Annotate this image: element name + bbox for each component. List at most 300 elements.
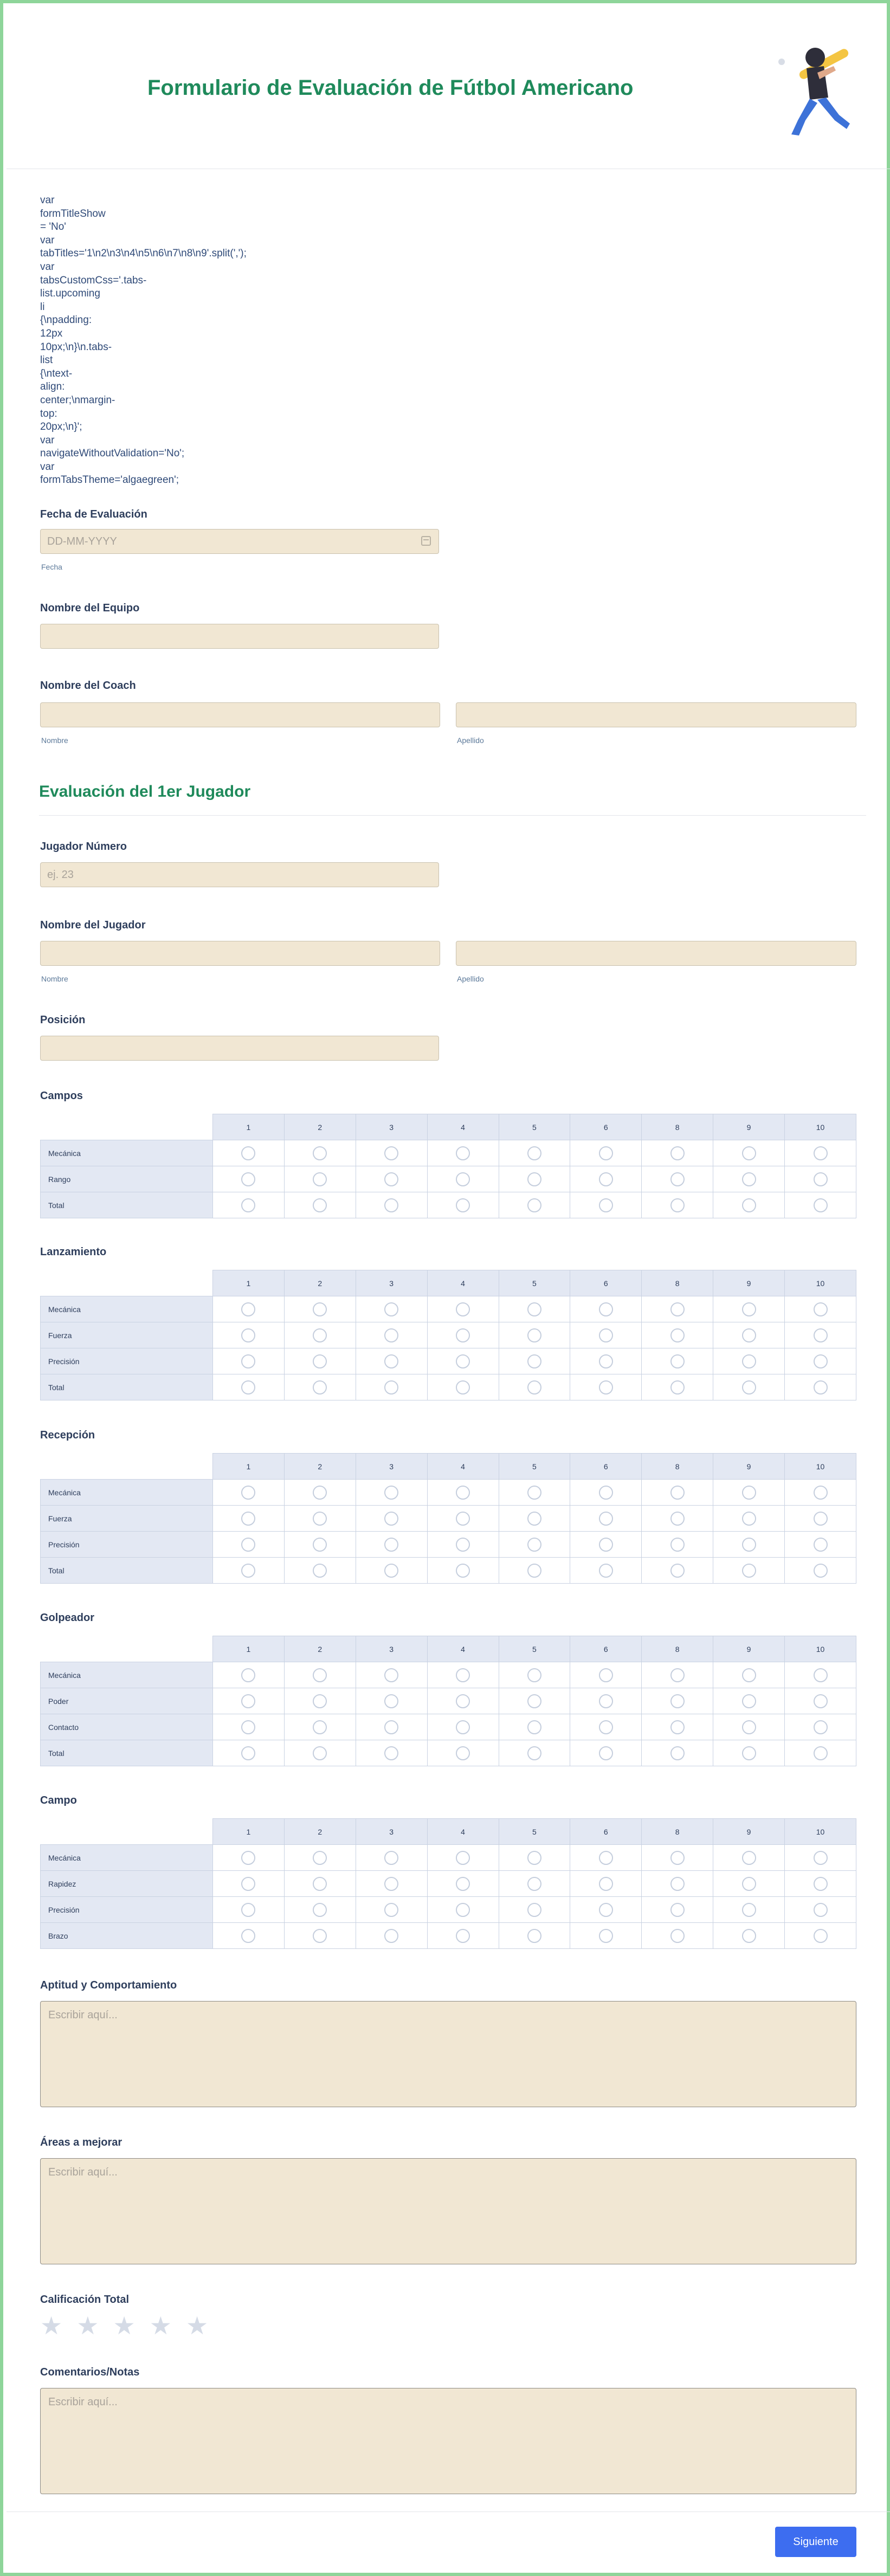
rating-radio[interactable]: [241, 1512, 255, 1526]
rating-radio[interactable]: [814, 1538, 828, 1552]
matrix-column-header: 3: [356, 1819, 427, 1845]
rating-radio[interactable]: [599, 1720, 613, 1734]
star-icon[interactable]: ★: [186, 2312, 209, 2340]
rating-radio[interactable]: [527, 1512, 541, 1526]
matrix-cell: [570, 1688, 642, 1714]
rating-radio[interactable]: [670, 1746, 685, 1760]
matrix-row-label: Rapidez: [41, 1871, 213, 1897]
matrix-row: [41, 1688, 856, 1714]
rating-radio[interactable]: [527, 1903, 541, 1917]
rating-radio[interactable]: [742, 1354, 756, 1368]
rating-radio[interactable]: [814, 1328, 828, 1342]
matrix-column-header: 10: [785, 1636, 856, 1662]
rating-radio[interactable]: [456, 1354, 470, 1368]
rating-radio[interactable]: [527, 1564, 541, 1578]
matrix-table: [40, 1270, 856, 1400]
rating-radio[interactable]: [384, 1538, 398, 1552]
rating-radio[interactable]: [814, 1746, 828, 1760]
rating-radio[interactable]: [456, 1903, 470, 1917]
matrix-cell: [427, 1871, 499, 1897]
matrix-cell: [213, 1923, 285, 1949]
matrix-cell: [713, 1688, 785, 1714]
rating-radio[interactable]: [241, 1380, 255, 1394]
rating-radio[interactable]: [313, 1328, 327, 1342]
matrix-cell: [713, 1714, 785, 1740]
rating-radio[interactable]: [241, 1172, 255, 1186]
rating-radio[interactable]: [313, 1354, 327, 1368]
rating-radio[interactable]: [527, 1172, 541, 1186]
rating-radio[interactable]: [742, 1694, 756, 1708]
matrix-row-label: Mecánica: [41, 1845, 213, 1871]
rating-radio[interactable]: [670, 1877, 685, 1891]
coach-last-input[interactable]: [456, 702, 856, 727]
coach-first-input[interactable]: [40, 702, 440, 727]
rating-radio[interactable]: [241, 1877, 255, 1891]
rating-radio[interactable]: [670, 1564, 685, 1578]
matrix-cell: [642, 1140, 713, 1166]
matrix-cell: [284, 1140, 356, 1166]
rating-radio[interactable]: [670, 1512, 685, 1526]
matrix-cell: [570, 1140, 642, 1166]
matrix-cell: [284, 1871, 356, 1897]
matrix-cell: [427, 1845, 499, 1871]
rating-radio[interactable]: [599, 1354, 613, 1368]
matrix-cell: [213, 1192, 285, 1218]
matrix-cell: [284, 1923, 356, 1949]
matrix-row-label: Total: [41, 1374, 213, 1400]
rating-radio[interactable]: [814, 1929, 828, 1943]
matrix-cell: [284, 1374, 356, 1400]
matrix-cell: [570, 1348, 642, 1374]
matrix-cell: [570, 1532, 642, 1558]
rating-radio[interactable]: [742, 1512, 756, 1526]
matrix-cell: [427, 1897, 499, 1923]
rating-radio[interactable]: [456, 1328, 470, 1342]
calendar-icon[interactable]: [421, 536, 431, 546]
matrix-row-label: Mecánica: [41, 1480, 213, 1506]
star-rating[interactable]: [40, 2313, 208, 2338]
matrix-cell: [356, 1871, 427, 1897]
rating-radio[interactable]: [384, 1668, 398, 1682]
matrix-column-header: 9: [713, 1454, 785, 1480]
rating-radio[interactable]: [670, 1302, 685, 1316]
matrix-cell: [284, 1506, 356, 1532]
matrix-cell: [713, 1140, 785, 1166]
matrix-cell: [427, 1532, 499, 1558]
matrix-cell: [499, 1662, 570, 1688]
matrix-cell: [570, 1480, 642, 1506]
rating-radio[interactable]: [814, 1903, 828, 1917]
matrix-cell: [499, 1740, 570, 1766]
rating-radio[interactable]: [384, 1146, 398, 1160]
rating-radio[interactable]: [384, 1746, 398, 1760]
matrix-cell: [785, 1740, 856, 1766]
rating-radio[interactable]: [742, 1564, 756, 1578]
rating-radio[interactable]: [527, 1746, 541, 1760]
rating-radio[interactable]: [313, 1668, 327, 1682]
matrix-cell: [642, 1740, 713, 1766]
rating-radio[interactable]: [814, 1172, 828, 1186]
rating-radio[interactable]: [313, 1903, 327, 1917]
rating-radio[interactable]: [527, 1929, 541, 1943]
rating-radio[interactable]: [241, 1903, 255, 1917]
matrix-cell: [785, 1923, 856, 1949]
rating-radio[interactable]: [456, 1146, 470, 1160]
rating-radio[interactable]: [599, 1538, 613, 1552]
rating-radio[interactable]: [456, 1198, 470, 1212]
rating-radio[interactable]: [527, 1486, 541, 1500]
rating-radio[interactable]: [742, 1328, 756, 1342]
matrix-row: [41, 1296, 856, 1322]
matrix-cell: [427, 1322, 499, 1348]
rating-radio[interactable]: [814, 1486, 828, 1500]
matrix-cell: [642, 1558, 713, 1584]
matrix-cell: [356, 1322, 427, 1348]
rating-radio[interactable]: [742, 1302, 756, 1316]
rating-radio[interactable]: [313, 1538, 327, 1552]
matrix-row: [41, 1140, 856, 1166]
rating-radio[interactable]: [241, 1564, 255, 1578]
rating-radio[interactable]: [384, 1172, 398, 1186]
fecha-input[interactable]: [40, 529, 439, 554]
rating-radio[interactable]: [456, 1746, 470, 1760]
rating-radio[interactable]: [742, 1929, 756, 1943]
rating-radio[interactable]: [313, 1380, 327, 1394]
star-icon[interactable]: ★: [149, 2312, 172, 2340]
rating-radio[interactable]: [670, 1668, 685, 1682]
matrix-cell: [713, 1558, 785, 1584]
rating-radio[interactable]: [313, 1512, 327, 1526]
rating-radio[interactable]: [670, 1486, 685, 1500]
rating-radio[interactable]: [384, 1354, 398, 1368]
jugador-first-sublabel: Nombre: [41, 974, 68, 983]
jugador-numero-label: Jugador Número: [40, 841, 127, 853]
rating-radio[interactable]: [670, 1146, 685, 1160]
matrix-cell: [213, 1688, 285, 1714]
comentarios-textarea[interactable]: [40, 2388, 856, 2494]
rating-radio[interactable]: [742, 1903, 756, 1917]
rating-radio[interactable]: [527, 1328, 541, 1342]
rating-radio[interactable]: [527, 1380, 541, 1394]
rating-radio[interactable]: [241, 1851, 255, 1865]
rating-radio[interactable]: [814, 1198, 828, 1212]
matrix-cell: [499, 1897, 570, 1923]
matrix-label: Lanzamiento: [40, 1246, 107, 1258]
rating-radio[interactable]: [241, 1302, 255, 1316]
rating-radio[interactable]: [456, 1929, 470, 1943]
matrix-column-header: 8: [642, 1270, 713, 1296]
aptitud-textarea[interactable]: [40, 2001, 856, 2107]
matrix-cell: [713, 1348, 785, 1374]
rating-radio[interactable]: [742, 1851, 756, 1865]
matrix-cell: [713, 1192, 785, 1218]
rating-radio[interactable]: [599, 1694, 613, 1708]
rating-radio[interactable]: [384, 1720, 398, 1734]
matrix-row: [41, 1714, 856, 1740]
rating-radio[interactable]: [313, 1564, 327, 1578]
rating-radio[interactable]: [527, 1694, 541, 1708]
rating-radio[interactable]: [599, 1328, 613, 1342]
matrix-cell: [642, 1688, 713, 1714]
rating-radio[interactable]: [313, 1877, 327, 1891]
rating-radio[interactable]: [814, 1512, 828, 1526]
rating-radio[interactable]: [313, 1851, 327, 1865]
rating-radio[interactable]: [527, 1538, 541, 1552]
rating-radio[interactable]: [456, 1564, 470, 1578]
matrix-column-header: 6: [570, 1454, 642, 1480]
rating-radio[interactable]: [742, 1538, 756, 1552]
matrix-cell: [213, 1506, 285, 1532]
rating-radio[interactable]: [814, 1354, 828, 1368]
matrix-cell: [713, 1897, 785, 1923]
matrix-cell: [499, 1140, 570, 1166]
rating-radio[interactable]: [599, 1172, 613, 1186]
rating-radio[interactable]: [599, 1146, 613, 1160]
rating-radio[interactable]: [527, 1877, 541, 1891]
rating-radio[interactable]: [742, 1380, 756, 1394]
rating-radio[interactable]: [670, 1929, 685, 1943]
rating-radio[interactable]: [599, 1877, 613, 1891]
rating-radio[interactable]: [384, 1929, 398, 1943]
rating-radio[interactable]: [599, 1512, 613, 1526]
matrix-cell: [427, 1923, 499, 1949]
rating-radio[interactable]: [456, 1877, 470, 1891]
page-title: Formulario de Evaluación de Fútbol Americano: [147, 76, 634, 100]
matrix-column-header: 9: [713, 1270, 785, 1296]
jugador-numero-input[interactable]: [40, 862, 439, 887]
equipo-input[interactable]: [40, 624, 439, 649]
rating-radio[interactable]: [599, 1198, 613, 1212]
rating-radio[interactable]: [742, 1486, 756, 1500]
rating-radio[interactable]: [241, 1668, 255, 1682]
posicion-input[interactable]: [40, 1036, 439, 1061]
rating-radio[interactable]: [241, 1746, 255, 1760]
rating-radio[interactable]: [670, 1538, 685, 1552]
rating-radio[interactable]: [241, 1198, 255, 1212]
rating-radio[interactable]: [456, 1380, 470, 1394]
star-icon[interactable]: ★: [76, 2312, 99, 2340]
rating-radio[interactable]: [527, 1354, 541, 1368]
matrix-cell: [785, 1845, 856, 1871]
rating-radio[interactable]: [599, 1851, 613, 1865]
rating-radio[interactable]: [814, 1877, 828, 1891]
rating-radio[interactable]: [384, 1564, 398, 1578]
matrix-column-header: 3: [356, 1270, 427, 1296]
jugador-numero-placeholder: ej. 23: [47, 869, 74, 881]
rating-radio[interactable]: [670, 1720, 685, 1734]
rating-radio[interactable]: [313, 1486, 327, 1500]
rating-radio[interactable]: [742, 1720, 756, 1734]
areas-textarea[interactable]: [40, 2158, 856, 2264]
star-icon[interactable]: ★: [40, 2312, 63, 2340]
rating-radio[interactable]: [384, 1302, 398, 1316]
matrix-row-label: Fuerza: [41, 1322, 213, 1348]
rating-radio[interactable]: [313, 1172, 327, 1186]
rating-radio[interactable]: [456, 1851, 470, 1865]
matrix-cell: [356, 1348, 427, 1374]
matrix-column-header: 5: [499, 1819, 570, 1845]
rating-radio[interactable]: [670, 1903, 685, 1917]
rating-radio[interactable]: [456, 1512, 470, 1526]
matrix-cell: [785, 1714, 856, 1740]
matrix-cell: [427, 1688, 499, 1714]
matrix-column-header: 4: [427, 1270, 499, 1296]
rating-radio[interactable]: [742, 1172, 756, 1186]
star-icon[interactable]: ★: [113, 2312, 136, 2340]
matrix-cell: [642, 1296, 713, 1322]
rating-radio[interactable]: [742, 1746, 756, 1760]
rating-radio[interactable]: [456, 1538, 470, 1552]
rating-radio[interactable]: [670, 1328, 685, 1342]
rating-radio[interactable]: [384, 1694, 398, 1708]
matrix-cell: [213, 1897, 285, 1923]
matrix-cell: [570, 1506, 642, 1532]
next-button[interactable]: Siguiente: [775, 2527, 856, 2557]
rating-radio[interactable]: [527, 1198, 541, 1212]
rating-radio[interactable]: [241, 1538, 255, 1552]
rating-radio[interactable]: [599, 1564, 613, 1578]
rating-radio[interactable]: [599, 1302, 613, 1316]
jugador-last-input[interactable]: [456, 941, 856, 966]
rating-radio[interactable]: [742, 1877, 756, 1891]
matrix-corner: [41, 1270, 213, 1296]
section-divider: [39, 815, 866, 816]
rating-radio[interactable]: [384, 1328, 398, 1342]
rating-radio[interactable]: [599, 1903, 613, 1917]
rating-radio[interactable]: [814, 1668, 828, 1682]
matrix-cell: [356, 1897, 427, 1923]
rating-radio[interactable]: [241, 1486, 255, 1500]
matrix-row: [41, 1897, 856, 1923]
rating-radio[interactable]: [670, 1354, 685, 1368]
rating-radio[interactable]: [599, 1746, 613, 1760]
matrix-cell: [642, 1480, 713, 1506]
rating-radio[interactable]: [742, 1146, 756, 1160]
matrix-row: [41, 1662, 856, 1688]
matrix-row: [41, 1558, 856, 1584]
matrix-cell: [785, 1688, 856, 1714]
matrix-column-header: 5: [499, 1454, 570, 1480]
rating-radio[interactable]: [742, 1198, 756, 1212]
matrix-cell: [356, 1140, 427, 1166]
rating-radio[interactable]: [241, 1328, 255, 1342]
matrix-label: Golpeador: [40, 1612, 95, 1624]
rating-radio[interactable]: [814, 1851, 828, 1865]
rating-radio[interactable]: [599, 1668, 613, 1682]
rating-radio[interactable]: [456, 1668, 470, 1682]
rating-radio[interactable]: [241, 1720, 255, 1734]
rating-radio[interactable]: [241, 1354, 255, 1368]
rating-radio[interactable]: [814, 1694, 828, 1708]
matrix-row: [41, 1923, 856, 1949]
rating-radio[interactable]: [670, 1694, 685, 1708]
matrix-cell: [284, 1688, 356, 1714]
rating-radio[interactable]: [384, 1512, 398, 1526]
jugador-first-input[interactable]: [40, 941, 440, 966]
matrix-column-header: 6: [570, 1270, 642, 1296]
matrix-cell: [499, 1532, 570, 1558]
rating-radio[interactable]: [384, 1877, 398, 1891]
matrix-table: [40, 1636, 856, 1766]
matrix-column-header: 2: [284, 1454, 356, 1480]
matrix-cell: [642, 1192, 713, 1218]
coach-first-sublabel: Nombre: [41, 736, 68, 745]
rating-radio[interactable]: [599, 1380, 613, 1394]
matrix-cell: [284, 1662, 356, 1688]
matrix-cell: [713, 1506, 785, 1532]
matrix-cell: [713, 1296, 785, 1322]
rating-radio[interactable]: [313, 1302, 327, 1316]
rating-radio[interactable]: [670, 1198, 685, 1212]
rating-radio[interactable]: [527, 1668, 541, 1682]
rating-radio[interactable]: [313, 1146, 327, 1160]
rating-radio[interactable]: [456, 1302, 470, 1316]
rating-radio[interactable]: [456, 1172, 470, 1186]
matrix-column-header: 4: [427, 1114, 499, 1140]
rating-radio[interactable]: [670, 1380, 685, 1394]
rating-radio[interactable]: [527, 1851, 541, 1865]
rating-radio[interactable]: [313, 1720, 327, 1734]
matrix-column-header: 10: [785, 1454, 856, 1480]
matrix-cell: [499, 1322, 570, 1348]
rating-radio[interactable]: [384, 1380, 398, 1394]
rating-radio[interactable]: [814, 1564, 828, 1578]
rating-radio[interactable]: [742, 1668, 756, 1682]
matrix-cell: [785, 1532, 856, 1558]
matrix-cell: [570, 1192, 642, 1218]
rating-radio[interactable]: [814, 1720, 828, 1734]
rating-radio[interactable]: [313, 1694, 327, 1708]
rating-radio[interactable]: [599, 1929, 613, 1943]
matrix-cell: [713, 1845, 785, 1871]
rating-radio[interactable]: [241, 1694, 255, 1708]
rating-radio[interactable]: [313, 1198, 327, 1212]
matrix-cell: [356, 1740, 427, 1766]
rating-radio[interactable]: [241, 1146, 255, 1160]
rating-radio[interactable]: [313, 1929, 327, 1943]
rating-radio[interactable]: [456, 1694, 470, 1708]
matrix-cell: [213, 1374, 285, 1400]
rating-radio[interactable]: [456, 1720, 470, 1734]
matrix-column-header: 4: [427, 1819, 499, 1845]
matrix-cell: [570, 1322, 642, 1348]
rating-radio[interactable]: [670, 1851, 685, 1865]
rating-radio[interactable]: [456, 1486, 470, 1500]
rating-radio[interactable]: [527, 1720, 541, 1734]
matrix-column-header: 8: [642, 1454, 713, 1480]
rating-radio[interactable]: [599, 1486, 613, 1500]
rating-radio[interactable]: [527, 1302, 541, 1316]
rating-radio[interactable]: [384, 1903, 398, 1917]
matrix-row-label: Precisión: [41, 1532, 213, 1558]
matrix-cell: [642, 1506, 713, 1532]
rating-radio[interactable]: [814, 1146, 828, 1160]
rating-radio[interactable]: [241, 1929, 255, 1943]
rating-radio[interactable]: [814, 1302, 828, 1316]
coach-label: Nombre del Coach: [40, 680, 136, 692]
rating-radio[interactable]: [313, 1746, 327, 1760]
rating-radio[interactable]: [384, 1486, 398, 1500]
rating-radio[interactable]: [670, 1172, 685, 1186]
matrix-column-header: 9: [713, 1636, 785, 1662]
rating-radio[interactable]: [384, 1198, 398, 1212]
rating-radio[interactable]: [384, 1851, 398, 1865]
matrix-column-header: 9: [713, 1114, 785, 1140]
comentarios-label: Comentarios/Notas: [40, 2366, 140, 2378]
matrix-cell: [284, 1480, 356, 1506]
rating-radio[interactable]: [527, 1146, 541, 1160]
rating-radio[interactable]: [814, 1380, 828, 1394]
